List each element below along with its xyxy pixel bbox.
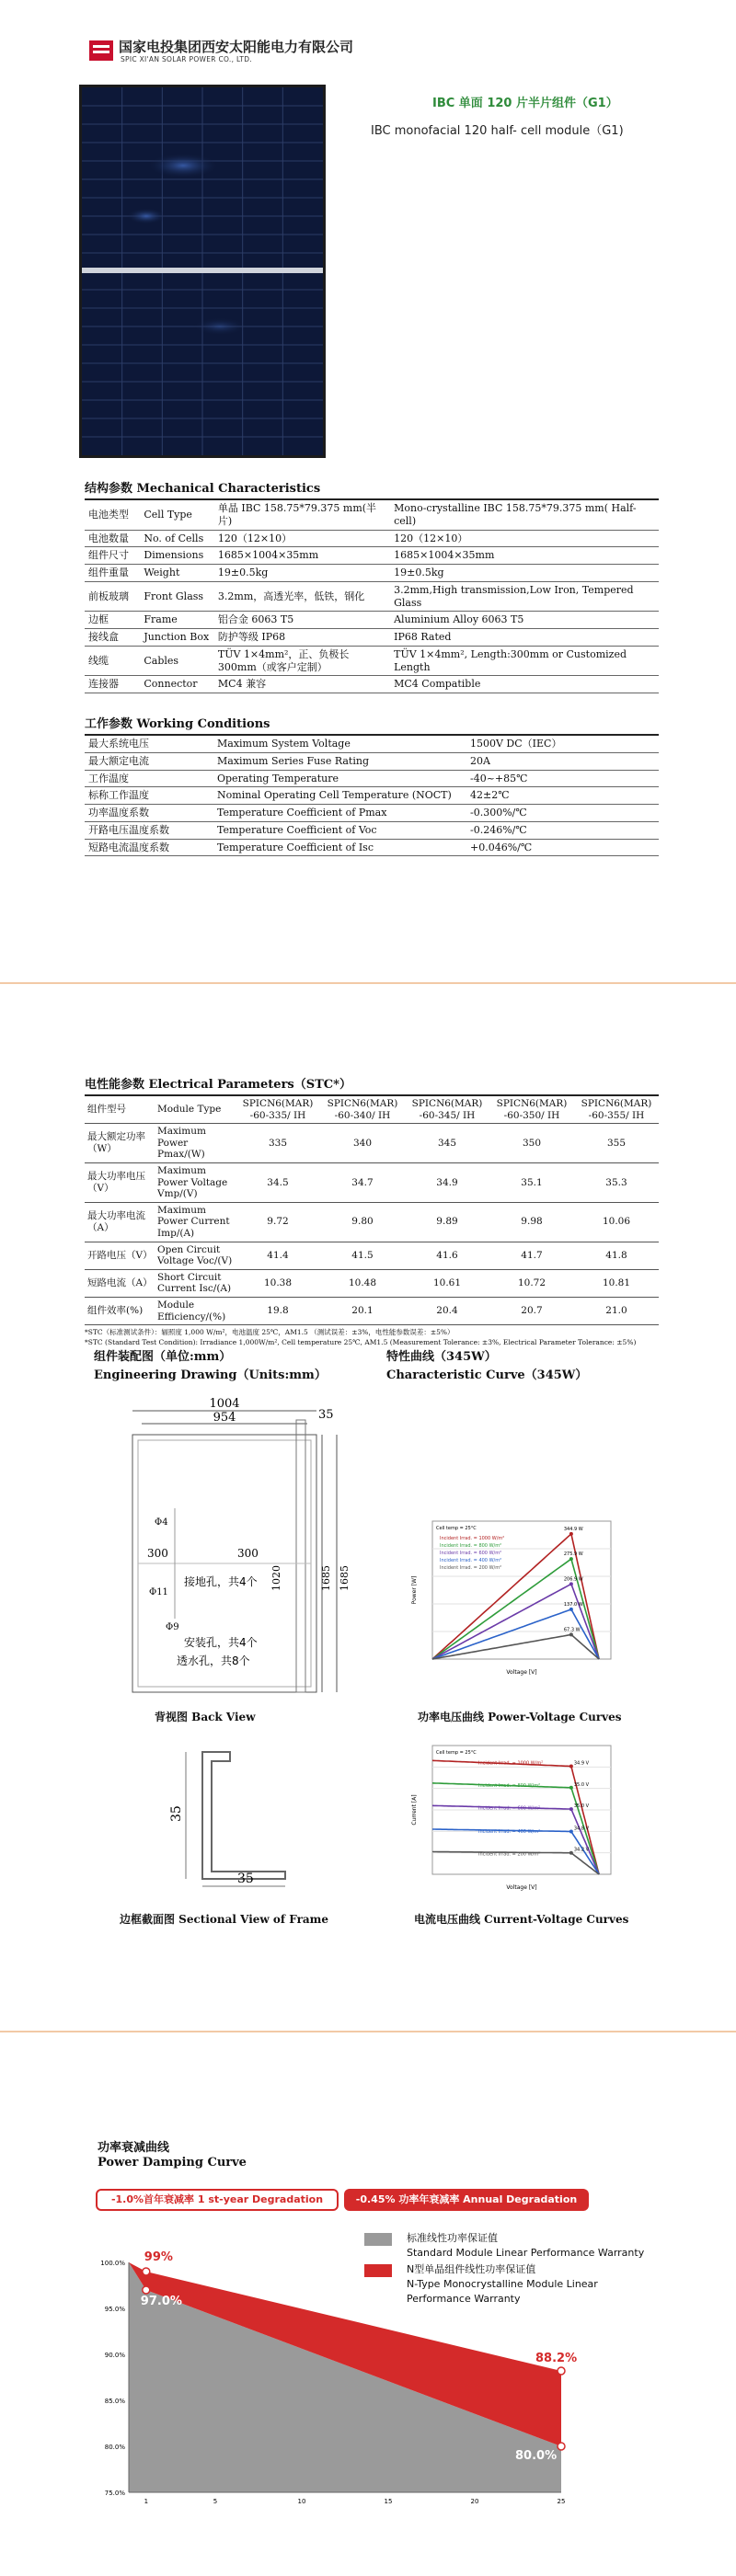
note-ground-holes: 接地孔，共4个 xyxy=(184,1575,258,1588)
work-en: Nominal Operating Cell Temperature (NOCT) xyxy=(213,787,466,805)
mech-v1: 1685×1004×35mm xyxy=(214,547,390,565)
working-table xyxy=(85,736,659,856)
mechanical-row xyxy=(85,530,659,547)
elec-model-a: SPICN6(MAR) xyxy=(496,1098,568,1109)
elec-head-en: Module Type xyxy=(155,1096,236,1124)
pv-peak-point xyxy=(569,1632,573,1636)
elec-value: 41.5 xyxy=(320,1242,405,1269)
elec-value: 9.98 xyxy=(489,1202,574,1242)
mech-v2: 1685×1004×35mm xyxy=(390,547,659,565)
damping-title-en: Power Damping Curve xyxy=(98,2156,247,2170)
elec-model-b: -60-350/ IH xyxy=(503,1109,560,1121)
frame-caption: 边框截面图 Sectional View of Frame xyxy=(120,1913,329,1926)
work-v: 20A xyxy=(466,752,659,770)
elec-value: 20.1 xyxy=(320,1297,405,1324)
mech-en: Front Glass xyxy=(140,581,214,612)
elec-model-a: SPICN6(MAR) xyxy=(242,1098,314,1109)
side-profile xyxy=(296,1420,305,1692)
mech-en: Dimensions xyxy=(140,547,214,565)
dim-phi11: Φ11 xyxy=(149,1587,168,1597)
damping-chart xyxy=(92,2244,607,2511)
legend-standard-cn: 标准线性功率保证值 xyxy=(407,2232,498,2244)
mech-cn: 接线盒 xyxy=(85,629,140,647)
work-cn: 工作温度 xyxy=(85,770,213,787)
solar-panel-image xyxy=(79,85,326,458)
note-mount-holes: 安装孔，共4个 xyxy=(184,1636,258,1649)
pv-legend-entry: Incident Irrad. = 400 W/m² xyxy=(440,1558,502,1563)
mech-v1: 铝合金 6063 T5 xyxy=(214,612,390,629)
damping-point xyxy=(143,2286,150,2294)
panel-cells-graphic xyxy=(82,87,323,455)
damping-x-tick: 10 xyxy=(297,2498,306,2505)
elec-en: Open Circuit Voltage Voc/(V) xyxy=(155,1242,236,1269)
elec-value: 41.4 xyxy=(236,1242,320,1269)
back-view-drawing xyxy=(110,1398,368,1701)
mech-cn: 组件尺寸 xyxy=(85,547,140,565)
damping-y-tick: 75.0% xyxy=(104,2490,125,2497)
elec-value: 10.48 xyxy=(320,1269,405,1297)
iv-peak-point xyxy=(569,1765,573,1769)
electrical-table xyxy=(85,1096,659,1325)
elec-value: 350 xyxy=(489,1124,574,1163)
mech-v1: 单晶 IBC 158.75*79.375 mm(半片) xyxy=(214,500,390,530)
elec-model-header xyxy=(489,1096,574,1124)
damping-point xyxy=(143,2268,150,2275)
damping-point xyxy=(558,2367,565,2375)
elec-model-header xyxy=(236,1096,320,1124)
work-v: 1500V DC（IEC） xyxy=(466,736,659,752)
pv-caption: 功率电压曲线 Power-Voltage Curves xyxy=(418,1711,622,1723)
elec-value: 335 xyxy=(236,1124,320,1163)
iv-peak-point xyxy=(569,1851,573,1855)
spic-logo-icon xyxy=(87,37,115,64)
mech-en: Cell Type xyxy=(140,500,214,530)
mech-v2: TÜV 1×4mm², Length:300mm or Customized Length xyxy=(390,646,659,676)
elec-en: Module Efficiency/(%) xyxy=(155,1297,236,1324)
legend-ntype-en: N-Type Monocrystalline Module Linear Performance Warranty xyxy=(407,2277,598,2305)
iv-caption: 电流电压曲线 Current-Voltage Curves xyxy=(414,1913,629,1926)
mech-v1: 19±0.5kg xyxy=(214,565,390,582)
note-drain-holes: 透水孔，共8个 xyxy=(177,1654,250,1667)
damping-point-label: 97.0% xyxy=(140,2295,182,2308)
elec-value: 41.6 xyxy=(405,1242,489,1269)
work-cn: 功率温度系数 xyxy=(85,805,213,822)
working-row xyxy=(85,770,659,787)
mech-cn: 线缆 xyxy=(85,646,140,676)
electrical-title: 电性能参数 Electrical Parameters（STC*） xyxy=(85,1078,351,1092)
elec-en: Maximum Power Current Imp/(A) xyxy=(155,1202,236,1242)
elec-value: 10.81 xyxy=(574,1269,659,1297)
frame-dim-height: 35 xyxy=(169,1805,184,1822)
elec-value: 21.0 xyxy=(574,1297,659,1324)
work-en: Temperature Coefficient of Voc xyxy=(213,821,466,839)
mechanical-row xyxy=(85,547,659,565)
elec-row xyxy=(85,1297,659,1324)
elec-cn: 短路电流（A） xyxy=(85,1269,155,1297)
damping-x-tick: 20 xyxy=(470,2498,479,2505)
elec-en: Maximum Power Voltage Vmp/(V) xyxy=(155,1162,236,1202)
elec-model-a: SPICN6(MAR) xyxy=(327,1098,398,1109)
damping-point-label: 99% xyxy=(144,2250,173,2264)
pv-curve-chart xyxy=(405,1508,626,1683)
mech-cn: 前板玻璃 xyxy=(85,581,140,612)
mechanical-row xyxy=(85,500,659,530)
elec-model-header xyxy=(405,1096,489,1124)
elec-row xyxy=(85,1269,659,1297)
iv-ylabel: Current [A] xyxy=(411,1794,418,1826)
legend-standard-en: Standard Module Linear Performance Warranty xyxy=(407,2246,645,2259)
elec-value: 10.61 xyxy=(405,1269,489,1297)
pv-peak-label: 275.9 W xyxy=(563,1551,583,1558)
mechanical-table xyxy=(85,500,659,693)
elec-value: 9.72 xyxy=(236,1202,320,1242)
work-v: +0.046%/℃ xyxy=(466,839,659,856)
iv-legend-entry: Incident Irrad. = 800 W/m² xyxy=(478,1782,541,1789)
pv-peak-label: 137.0 W xyxy=(563,1601,583,1608)
work-cn: 最大系统电压 xyxy=(85,736,213,752)
elec-cn: 开路电压（V） xyxy=(85,1242,155,1269)
elec-model-header xyxy=(320,1096,405,1124)
working-section xyxy=(85,714,659,856)
pv-peak-point xyxy=(569,1582,573,1586)
work-v: 42±2℃ xyxy=(466,787,659,805)
working-row xyxy=(85,839,659,856)
work-en: Operating Temperature xyxy=(213,770,466,787)
damping-x-tick: 5 xyxy=(213,2498,218,2505)
electrical-section xyxy=(85,1074,659,1347)
mech-v1: TÜV 1×4mm²，正、负极长 300mm（或客户定制） xyxy=(214,646,390,676)
mech-v1: 3.2mm，高透光率，低铁，钢化 xyxy=(214,581,390,612)
frame-section-drawing xyxy=(166,1743,313,1890)
elec-value: 345 xyxy=(405,1124,489,1163)
work-v: -40~+85℃ xyxy=(466,770,659,787)
iv-peak-label: 35.0 V xyxy=(573,1803,590,1810)
elec-en: Maximum Power Pmax/(W) xyxy=(155,1124,236,1163)
elec-header-row xyxy=(85,1096,659,1124)
elec-value: 35.3 xyxy=(574,1162,659,1202)
work-cn: 标称工作温度 xyxy=(85,787,213,805)
iv-peak-label: 34.2 V xyxy=(573,1847,590,1853)
mech-cn: 边框 xyxy=(85,612,140,629)
elec-model-a: SPICN6(MAR) xyxy=(411,1098,483,1109)
mech-en: No. of Cells xyxy=(140,530,214,547)
mech-v2: Aluminium Alloy 6063 T5 xyxy=(390,612,659,629)
elec-value: 34.7 xyxy=(320,1162,405,1202)
pv-peak-label: 206.9 W xyxy=(563,1576,583,1583)
iv-peak-label: 35.0 V xyxy=(573,1781,590,1788)
mechanical-row xyxy=(85,646,659,676)
damping-y-tick: 90.0% xyxy=(104,2352,125,2359)
damping-y-tick: 100.0% xyxy=(100,2260,125,2267)
stc-note-cn: *STC（标准测试条件）：辐照度 1,000 W/m²，电池温度 25℃，AM1.5 （测试误差：±3%，电性能参数误差：±5%） xyxy=(85,1328,454,1337)
mechanical-row xyxy=(85,581,659,612)
work-en: Temperature Coefficient of Pmax xyxy=(213,805,466,822)
mech-v2: IP68 Rated xyxy=(390,629,659,647)
iv-legend-entry: Incident Irrad. = 200 W/m² xyxy=(478,1851,541,1858)
elec-value: 20.7 xyxy=(489,1297,574,1324)
elec-value: 10.06 xyxy=(574,1202,659,1242)
iv-peak-point xyxy=(569,1786,573,1790)
pv-peak-point xyxy=(569,1608,573,1611)
elec-row xyxy=(85,1202,659,1242)
work-en: Maximum System Voltage xyxy=(213,736,466,752)
dim-1685-a: 1685 xyxy=(320,1565,332,1591)
mechanical-row xyxy=(85,565,659,582)
mech-en: Connector xyxy=(140,676,214,693)
elec-value: 10.38 xyxy=(236,1269,320,1297)
elec-model-b: -60-340/ IH xyxy=(334,1109,391,1121)
working-row xyxy=(85,787,659,805)
pv-xlabel: Voltage [V] xyxy=(506,1669,537,1676)
iv-legend-entry: Incident Irrad. = 1000 W/m² xyxy=(478,1760,544,1767)
back-view-caption: 背视图 Back View xyxy=(155,1711,256,1723)
curves-title-cn: 特性曲线（345W） xyxy=(386,1350,497,1364)
mech-v1: 120（12×10） xyxy=(214,530,390,547)
curves-title-en: Characteristic Curve（345W） xyxy=(386,1368,588,1382)
brand-name-cn: 国家电投集团西安太阳能电力有限公司 xyxy=(119,39,354,55)
elec-value: 34.9 xyxy=(405,1162,489,1202)
iv-xlabel: Voltage [V] xyxy=(506,1884,537,1891)
damping-y-tick: 80.0% xyxy=(104,2444,125,2451)
elec-row xyxy=(85,1162,659,1202)
mech-v1: MC4 兼容 xyxy=(214,676,390,693)
elec-value: 34.5 xyxy=(236,1162,320,1202)
elec-cn: 组件效率(%) xyxy=(85,1297,155,1324)
section-divider-2 xyxy=(0,2031,736,2032)
damping-y-tick: 95.0% xyxy=(104,2306,125,2313)
elec-value: 355 xyxy=(574,1124,659,1163)
work-en: Temperature Coefficient of Isc xyxy=(213,839,466,856)
elec-cn: 最大功率电流（A） xyxy=(85,1202,155,1242)
damping-point-label: 88.2% xyxy=(535,2352,578,2365)
mech-cn: 电池数量 xyxy=(85,530,140,547)
elec-value: 10.72 xyxy=(489,1269,574,1297)
dim-954: 954 xyxy=(213,1411,236,1425)
mechanical-title: 结构参数 Mechanical Characteristics xyxy=(85,482,321,496)
brand-header xyxy=(87,35,382,72)
damping-title-cn: 功率衰减曲线 xyxy=(98,2141,170,2155)
pv-peak-point xyxy=(569,1557,573,1561)
mechanical-section xyxy=(85,478,659,693)
pv-peak-label: 67.3 W xyxy=(563,1627,581,1633)
working-title: 工作参数 Working Conditions xyxy=(85,717,270,731)
mech-en: Weight xyxy=(140,565,214,582)
working-row xyxy=(85,752,659,770)
pv-legend-entry: Incident Irrad. = 1000 W/m² xyxy=(440,1536,505,1541)
elec-value: 35.1 xyxy=(489,1162,574,1202)
mech-v1: 防护等级 IP68 xyxy=(214,629,390,647)
first-year-badge: -1.0%首年衰减率 1 st-year Degradation xyxy=(96,2189,339,2211)
brand-name-en: SPIC XI'AN SOLAR POWER CO., LTD. xyxy=(121,55,253,63)
dim-35: 35 xyxy=(318,1408,334,1422)
damping-x-tick: 25 xyxy=(557,2498,566,2505)
iv-legend-entry: Incident Irrad. = 400 W/m² xyxy=(478,1829,541,1835)
working-row xyxy=(85,821,659,839)
iv-legend-entry: Incident Irrad. = 600 W/m² xyxy=(478,1805,541,1812)
pv-peak-label: 344.9 W xyxy=(563,1526,583,1532)
pv-legend-entry: Incident Irrad. = 800 W/m² xyxy=(440,1543,502,1549)
elec-value: 19.8 xyxy=(236,1297,320,1324)
pv-legend-entry: Incident Irrad. = 600 W/m² xyxy=(440,1551,502,1556)
pv-ylabel: Power [W] xyxy=(411,1575,418,1605)
elec-model-header xyxy=(574,1096,659,1124)
stc-note-en: *STC (Standard Test Condition): Irradiance 1,000W/m², Cell temperature 25℃, AM1.5 (Measurement Tolerance: ±3%, Electrical Parameter Tolerance: ±5%) xyxy=(85,1337,637,1346)
damping-x-tick: 1 xyxy=(144,2498,149,2505)
legend-ntype-cn: N型单晶组件线性功率保证值 xyxy=(407,2262,536,2275)
product-title-en: IBC monofacial 120 half- cell module（G1) xyxy=(371,124,624,138)
damping-point-label: 80.0% xyxy=(515,2449,558,2463)
elec-row xyxy=(85,1242,659,1269)
working-row xyxy=(85,736,659,752)
elec-model-b: -60-355/ IH xyxy=(588,1109,645,1121)
drawing-title-en: Engineering Drawing（Units:mm） xyxy=(94,1368,327,1382)
annual-badge: -0.45% 功率年衰减率 Annual Degradation xyxy=(344,2189,589,2211)
elec-model-b: -60-335/ IH xyxy=(249,1109,306,1121)
pv-cell-temp: Cell temp = 25°C xyxy=(436,1526,477,1531)
section-divider xyxy=(0,982,736,984)
work-v: -0.300%/℃ xyxy=(466,805,659,822)
mechanical-row xyxy=(85,629,659,647)
dim-1685-b: 1685 xyxy=(339,1565,351,1591)
elec-value: 20.4 xyxy=(405,1297,489,1324)
mech-v2: 120（12×10） xyxy=(390,530,659,547)
elec-cn: 最大额定功率（W） xyxy=(85,1124,155,1163)
elec-value: 9.80 xyxy=(320,1202,405,1242)
elec-en: Short Circuit Current Isc/(A) xyxy=(155,1269,236,1297)
elec-model-a: SPICN6(MAR) xyxy=(581,1098,652,1109)
iv-peak-label: 34.9 V xyxy=(573,1760,590,1767)
elec-row xyxy=(85,1124,659,1163)
frame-profile xyxy=(202,1752,285,1879)
iv-peak-point xyxy=(569,1829,573,1833)
work-en: Maximum Series Fuse Rating xyxy=(213,752,466,770)
elec-head-cn: 组件型号 xyxy=(85,1096,155,1124)
work-cn: 开路电压温度系数 xyxy=(85,821,213,839)
mechanical-row xyxy=(85,612,659,629)
dim-300-left: 300 xyxy=(147,1547,168,1560)
work-cn: 最大额定电流 xyxy=(85,752,213,770)
drawing-title-cn: 组件装配图（单位:mm） xyxy=(94,1350,232,1364)
mech-cn: 组件重量 xyxy=(85,565,140,582)
elec-value: 9.89 xyxy=(405,1202,489,1242)
elec-value: 41.8 xyxy=(574,1242,659,1269)
mech-en: Cables xyxy=(140,646,214,676)
dim-300-right: 300 xyxy=(237,1547,259,1560)
iv-peak-point xyxy=(569,1807,573,1811)
mechanical-row xyxy=(85,676,659,693)
elec-cn: 最大功率电压（V） xyxy=(85,1162,155,1202)
frame-dim-width: 35 xyxy=(237,1872,254,1886)
mech-en: Frame xyxy=(140,612,214,629)
dim-1020: 1020 xyxy=(270,1565,282,1591)
dim-phi4: Φ4 xyxy=(155,1517,168,1528)
iv-peak-label: 34.8 V xyxy=(573,1826,590,1832)
iv-cell-temp: Cell temp = 25°C xyxy=(436,1750,477,1756)
product-title-cn: IBC 单面 120 片半片组件（G1） xyxy=(432,97,618,110)
mech-v2: Mono-crystalline IBC 158.75*79.375 mm( Half-cell) xyxy=(390,500,659,530)
elec-model-b: -60-345/ IH xyxy=(419,1109,476,1121)
work-cn: 短路电流温度系数 xyxy=(85,839,213,856)
work-v: -0.246%/℃ xyxy=(466,821,659,839)
damping-point xyxy=(558,2443,565,2450)
elec-value: 340 xyxy=(320,1124,405,1163)
pv-legend-entry: Incident Irrad. = 200 W/m² xyxy=(440,1565,502,1571)
mech-v2: 19±0.5kg xyxy=(390,565,659,582)
mech-en: Junction Box xyxy=(140,629,214,647)
pv-peak-point xyxy=(569,1532,573,1536)
mech-cn: 电池类型 xyxy=(85,500,140,530)
mech-v2: MC4 Compatible xyxy=(390,676,659,693)
damping-y-tick: 85.0% xyxy=(104,2398,125,2405)
mech-v2: 3.2mm,High transmission,Low Iron, Tempered Glass xyxy=(390,581,659,612)
dim-phi9: Φ9 xyxy=(166,1622,179,1632)
dim-1004: 1004 xyxy=(209,1398,240,1411)
working-row xyxy=(85,805,659,822)
iv-curve-chart xyxy=(405,1736,626,1902)
mech-cn: 连接器 xyxy=(85,676,140,693)
damping-x-tick: 15 xyxy=(384,2498,393,2505)
elec-value: 41.7 xyxy=(489,1242,574,1269)
